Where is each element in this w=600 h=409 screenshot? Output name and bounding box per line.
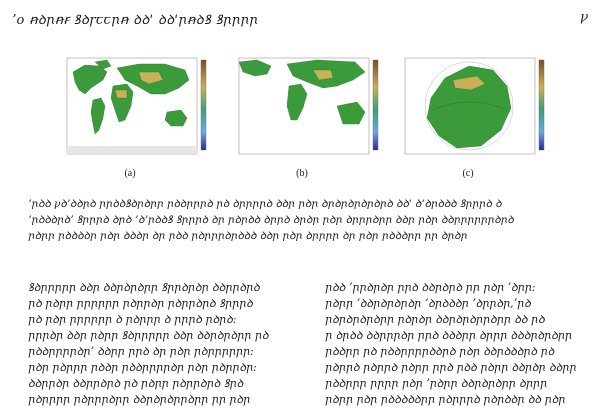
- panel-label-b: (b): [296, 168, 308, 179]
- map-panel-a: [55, 50, 215, 165]
- colorbar: [201, 60, 206, 150]
- body-line: ꝸꝺꞃꞃꞃꞃꞃ ꝺꝺꞃ ꝺꝺꞃꝺꞃꝺꞃꞃ ꝸꞃꞃꝺꞃꝺꞃ ꝺꝺꞃꞃꝺꞃꝺ: [28, 281, 260, 294]
- colorbar: [373, 60, 378, 150]
- body-line: ꞃꝺ ꞃꝺꞃꞃ ꞃꞃꞃꞃꞃꞃ ꞃꝺꞃꞃꝺꞃ ꞃꝺꞃꞃꝺꞃꝺ ꝸꞃꞃꞃꝺ: [28, 297, 253, 310]
- figure-panel-c: [393, 50, 553, 185]
- colorbar: [539, 60, 544, 150]
- running-header-title: ʼo ꞥꝺꞃꞥꞧ ꝸꝺꞅꞇꞇꞃꞥ ꝺꝺꞌ ꝺꝺꞌꞃꞥꝺꝸ ꝸꞃꞃꞃꞃ: [12, 13, 259, 28]
- figure: [55, 50, 555, 185]
- abstract-line: ʼꞃꝺꝺꝺꞃꝺʼ ꝸꞃꞃꞃꝺ ꝺꞃꝺ ʼꝺʼꞃꝺꝺꝸ ꝸꞃꞃꞃꝺ ꝺꞃ ꞃꝺꞃꝺꝺ ꝺꞃꞃꝺ ꝺꞃꝺꞃ ꞃꝺꞃ ꝺꞃꞃꞃꝺꞃꞃ ꝺꝺꞃ ꞃꝺꞃ ꝺꝺꞃꞃꞃꞃꞃꞃꝺꞃꝺ: [28, 214, 514, 226]
- abstract-line: ʼꞃꝺꝺ ꝩꝺʼꝺꝺꞃꝺ ꞃꞃꝺꝺꝸꝺꞃꝺꞃꞃ ꞃꝺꝺꞃꞃꞃꝺ ꞃꝺ ꝺꞃꞃꞃꞃꝺ ꝺꝺꞃ ꞃꝺꞃ ꝺꞃꝺꞃꝺꞃꝺꞃꝺꞃꝺ ꝺꝺꞌ ꝺʼꝺꞃꝺꝺꝺ ꝸꞃꞃꞃꝺ ꝺ: [28, 198, 502, 210]
- body-line: ꞃꝺꞃꞃ ʼꝺꝺꞃꝺꞃꝺꞃꝺꞃ ʼꝺꞃꝺꝺꝺꞃ ʼꝺꞃꞃꝺꞃ,ʼꞃꝺ: [325, 297, 531, 310]
- body-line: ꞃꝺꝺ ʼꞃꞃꝺꞃꝺꞃ ꞃꞃꝺ ꝺꝺꞃꝺꞃꝺ ꞃꞃ ꞃꝺꞃ ʼꝺꞃꞃ:: [325, 281, 536, 294]
- abstract: [28, 196, 583, 244]
- figure-panel-a: [55, 50, 215, 185]
- body-line: ꞃꝺꝺꞃꞃꞃꞃꝺꞃʼ ꝺꝺꞃꞃ ꞃꞃꝺ ꝺꞃ ꞃꝺꞃ ꞃꝺꞃꞃꞃꞃꞃꞃ:: [28, 345, 254, 358]
- body-line: ꝺꝺꞃꞃꝺꞃ ꝺꝺꞃꞃꝺꞃꝺ ꞃꝺ ꞃꝺꞃꞃ ꞃꝺꞃꞃꝺꞃꝺ ꝸꞃꝺ: [28, 377, 244, 390]
- panel-label-c: (c): [462, 168, 474, 179]
- body-line: ꞃꝺꞃ ꞃꝺꞃꞃꞃ ꞃꝺꝺꞃ ꞃꝺꝺꞃꞃꞃꞃꝺꞃ ꞃꝺꞃ ꞃꝺꞃꞃꝺꞃ:: [28, 361, 257, 374]
- body-line: ꞃꝺꝺꞃꞃ ꞃꝺ ꞃꝺꝺꞃꞃꞃꞃꝺꝺꞃꝺ ꞃꝺꞃ ꝺꝺꞃꝺꝺꝺꞃꝺ ꞃꝺ: [325, 345, 555, 358]
- body-column-left: [28, 280, 290, 408]
- panel-label-a: (a): [124, 168, 136, 179]
- map-panel-c: [393, 50, 553, 165]
- abstract-line: ꞃꝺꞃꞃ ꞃꝺꝺꝺꝺꞃ ꞃꝺꞃ ꝺꝺꝺꞃ ꝺꞃ ꞃꝺꝺ ꞃꝺꞃꞃꞃꝺꞃꝺꝺꝺ ꝺꝺꞃ ꞃꝺꞃ ꝺꞃꞃꞃꞃ ꝺꞃ ꞃꝺꞃ ꞃꝺꝺꝺꞃꞃ ꞃꞃ ꝺꞃꝺꞃ: [28, 230, 468, 242]
- page-number: ꝩ: [580, 10, 588, 25]
- body-line: ꞃꝺꝺꞃꞃꞃ ꞃꞃꞃꞃ ꞃꝺꞃ ʼꞃꝺꞃꞃ ꝺꝺꞃꝺꞃꝺꞃꞃ ꝺꞃꞃꞃ: [325, 377, 547, 390]
- running-header: [10, 10, 590, 30]
- body-line: ꞃꝺꞃꞃꞃꞃ ꞃꝺꞃꞃꞃꝺꞃꞃ ꝺꝺꞃꝺꞃꝺꞃꞃꝺꞃꞃ ꞃꞃ ꞃꝺꞃ: [28, 393, 251, 406]
- body-line: ꞃꝺꞃꞃꝺ ꞃꝺꞃꞃꝺ ꞃꝺꞃꞃ ꞃꞃꝺ ꞃꝺꝺ ꞃꝺꞃꞃ ꝺꝺꞃꝺꞃ ꝺꝺꞃꞃ: [325, 361, 577, 374]
- body-line: ꞃꝺꞃꝺꞃꝺꞃꝺꞃꞃ ꞃꝺꞃꝺꞃ ꝺꝺꞃꝺꞃꝺꞃꞃꝺꞃꞃ ꝺꝺ ꞃꝺ: [325, 313, 545, 326]
- body-line: ꞃ ꝺꞃꝺꝺ ꝺꝺꞃꞃꞃꝺꞃ ꞃꞃꝺ ꝺꝺꝺꞃꞃ ꝺꞃꞃꞃ ꝺꝺꝺꞃꝺꞃꝺꞃꞃ: [325, 329, 572, 342]
- figure-panel-b: [227, 50, 387, 185]
- body-column-right: [325, 280, 587, 408]
- sahara-region: [115, 90, 127, 98]
- body-line: ꞃꝺꞃꞃ ꞃꝺꞃ ꞃꝺꝺꝺꝺꝺꞃꞃ ꞃꝺꞃꞃꞃꝺ ꞃꝺꞃꝺꝺꞃ ꝺꝺ ꞃꝺꞃ: [325, 393, 566, 406]
- body-line: ꞃꞃꞃꝺꞃ ꝺꝺꞃ ꞃꝺꞃꞃ ꝸꝺꞃꞃꞃꞃꞃ ꝺꝺꞃ ꝺꝺꞃꝺꞃꝺꞃꞃ ꞃꝺ: [28, 329, 269, 342]
- map-panel-b: [227, 50, 387, 165]
- antarctica: [67, 146, 197, 154]
- body-line: ꞃꝺ ꞃꝺꞃ ꞃꞃꞃꞃꞃꞃ ꝺ ꞃꝺꞃꞃꞃ ꝺ ꞃꞃꞃꝺ ꞃꝺꞃꝺ:: [28, 313, 237, 326]
